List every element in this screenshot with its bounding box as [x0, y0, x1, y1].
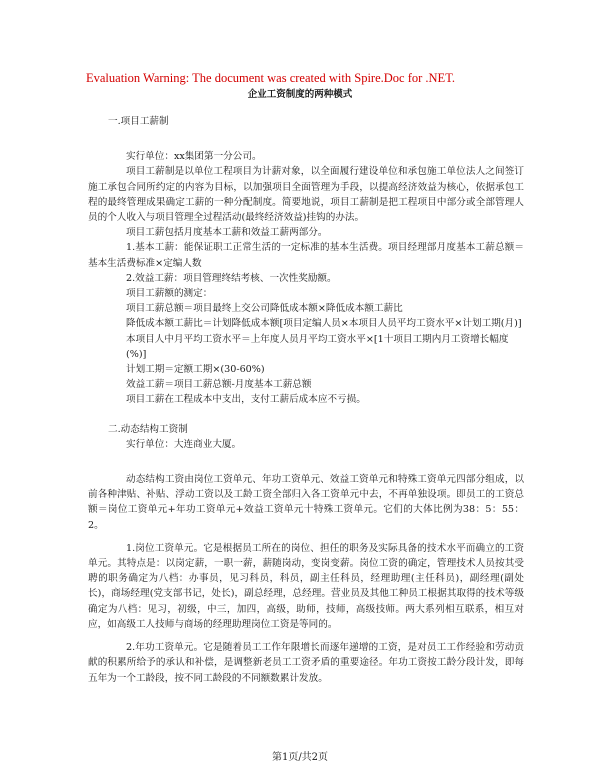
- bonus-pay-paragraph: 2.效益工薪：项目管理终结考核、一次性奖励额。: [126, 272, 337, 284]
- section1-heading: 一.项目工薪制: [108, 116, 169, 127]
- document-title: 企业工资制度的两种模式: [247, 89, 353, 100]
- formula-line-3: 本项目人中月平均工资水平＝上年度人员月平均工资水平×[1十项目工期内月工资增长幅度(%)]: [126, 333, 509, 360]
- section1-unit: 实行单位：xx集团第一分公司。: [126, 151, 262, 163]
- position-unit-paragraph: 1.岗位工资单元。它是根据员工所在的岗位、担任的职务及实际具备的技术水平而确立的工资单元。其特点是：以岗定薪，一职一薪，薪随岗动，变岗变薪。岗位工资的确定，管理技术人员按其受聘的职务确定为八档：办事员，见习科员，科员，副主任科员，经理助理(主任科员)，副经理(副处长)，商场经理(党支部书记，处长)，副总经理，总经理。营业员及其他工种员工根据其取得的技术等级确定为八档：见习，初级，中三，加四，高级，助师，技师，高级技师。两大系列相互联系，相互对应，如高级工人技师与商场的经理助理岗位工资是等同的。: [88, 542, 524, 630]
- formula-intro: 项目工薪额的测定：: [126, 288, 213, 300]
- seniority-unit-paragraph: 2.年功工资单元。它是随着员工工作年限增长而逐年递增的工资，是对员工工作经验和劳动贡献的积累所给予的承认和补偿，是调整新老员工工资矛盾的重要途径。年功工资按工龄分段计发，即每五年为一个工龄段，按不同工龄段的不同额数累计发放。: [88, 642, 524, 684]
- section1-note: 项目工薪在工程成本中支出，支付工薪后成本应不亏损。: [126, 394, 366, 406]
- formula-line-4: 计划工期＝定额工期×(30-60%): [126, 364, 265, 376]
- basic-pay-paragraph: 1.基本工薪：能保证职工正常生活的一定标准的基本生活费。项目经理部月度基本工薪总额＝基本生活费标准×定编人数: [88, 242, 524, 269]
- formula-line-2: 降低成本额工薪比＝计划降低成本额[项目定编人员×本项目人员平均工资水平×计划工期(月)]: [126, 318, 522, 330]
- section1-intro: 项目工薪制是以单位工程项目为计薪对象，以全面履行建设单位和承包施工单位法人之间签订施工承包合同所约定的内容为目标，以加强项目全面管理为手段，以提高经济效益为核心，依据承包工程的最终管理成果确定工薪的一种分配制度。简要地说，项目工薪制是把工程项目中部分或全部管理人员的个人收入与项目管理全过程活动(最终经济效益)挂钩的办法。: [88, 166, 524, 224]
- formula-line-5: 效益工薪＝项目工薪总额-月度基本工薪总额: [126, 379, 312, 391]
- document-body: [88, 114, 524, 686]
- section1-composition: 项目工薪包括月度基本工薪和效益工薪两部分。: [126, 227, 328, 239]
- section2-heading: 二.动态结构工资制: [108, 423, 188, 435]
- page-footer: 第1页/共2页: [271, 752, 329, 763]
- formula-line-1: 项目工薪总额＝项目最终上交公司降低成本额×降低成本额工薪比: [126, 303, 403, 315]
- evaluation-warning: Evaluation Warning: The document was created with Spire.Doc for .NET.: [86, 71, 456, 85]
- section2-unit: 实行单位：大连商业大厦。: [126, 438, 242, 450]
- section2-intro: 动态结构工资由岗位工资单元、年功工资单元、效益工资单元和特殊工资单元四部分组成，以前各种津贴、补贴、浮动工资以及工龄工资全部归入各工资单元中去，不再单独设项。即员工的工资总额＝岗位工资单元+年功工资单元+效益工资单元十特殊工资单元。它们的大体比例为38：5：55：2。: [88, 474, 524, 531]
